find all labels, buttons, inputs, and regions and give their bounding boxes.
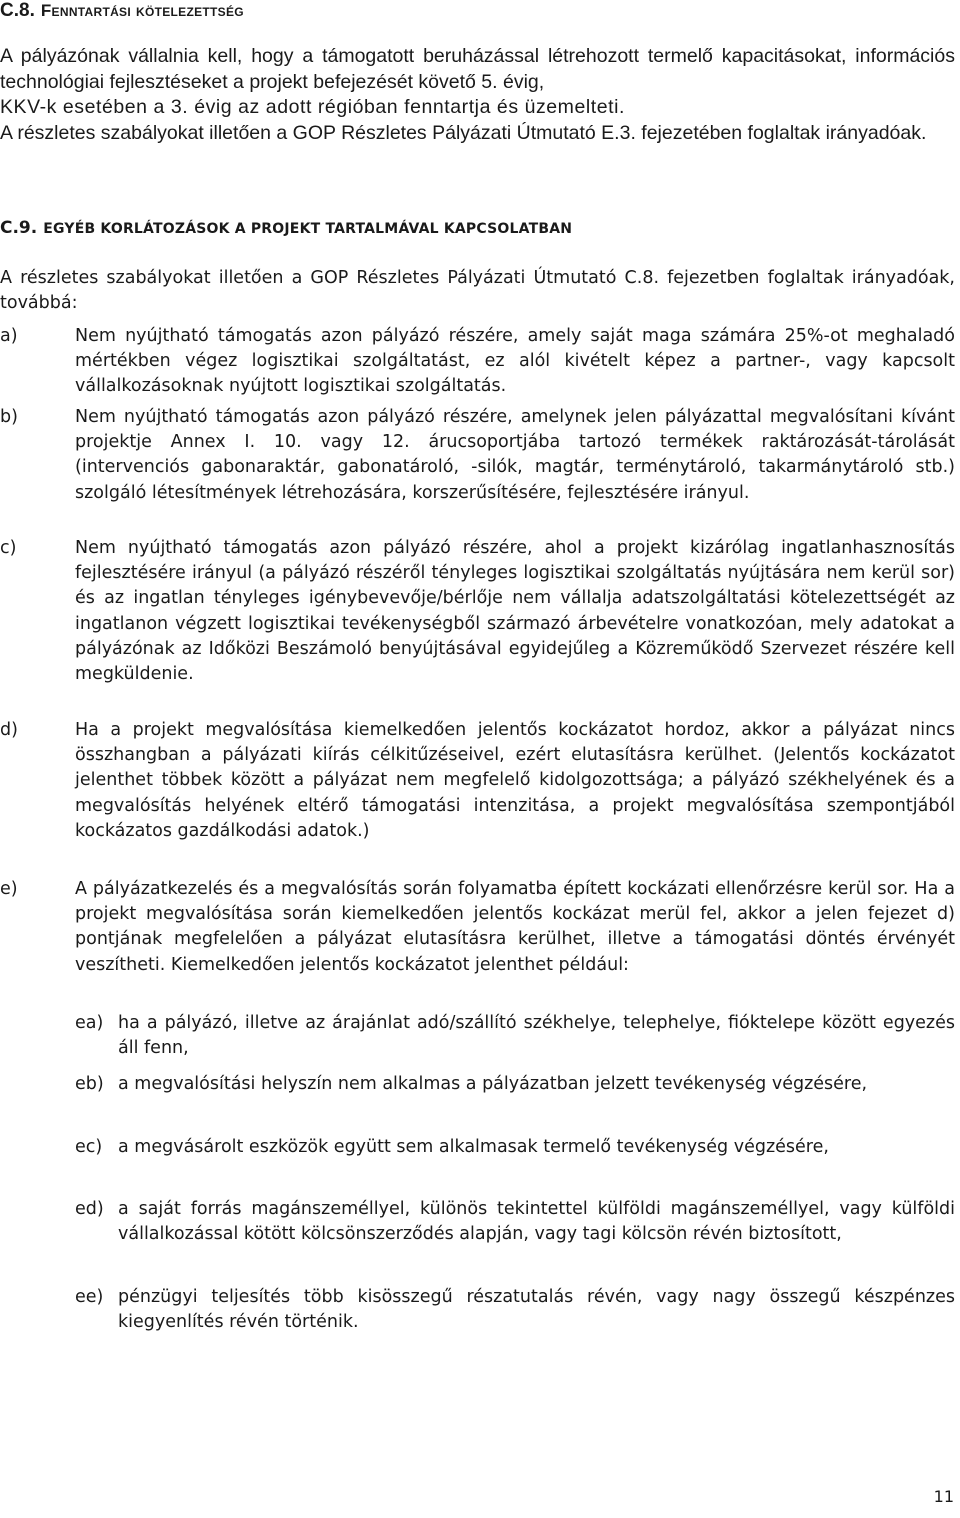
list-marker: d) xyxy=(0,720,18,740)
sub-list-text: a megvalósítási helyszín nem alkalmas a pályázatban jelzett tevékenység végzésére, xyxy=(118,1074,868,1094)
section-c8-paragraph xyxy=(0,44,955,146)
sub-list-marker: eb) xyxy=(75,1074,104,1094)
list-item xyxy=(0,877,955,978)
sub-list-text: a saját forrás magánszeméllyel, különös tekintettel külföldi magánszeméllyel, vagy külföldi vállalkozással kötött kölcsönszerződés alapján, vagy tagi kölcsön révén biztosított, xyxy=(118,1199,955,1245)
list-marker: b) xyxy=(0,407,18,427)
section-number: C.8. xyxy=(0,0,35,21)
sub-list-item xyxy=(0,1072,955,1097)
sub-list-text: ha a pályázó, illetve az árajánlat adó/szállító székhelye, telephelye, fióktelepe között egyezés áll fenn, xyxy=(118,1013,955,1059)
list-item xyxy=(0,536,955,687)
section-heading-c9 xyxy=(0,218,572,238)
list-text: Nem nyújtható támogatás azon pályázó részére, ahol a projekt kizárólag ingatlanhasznosítás fejlesztésére irányul (a pályázó részéről tényleges logisztikai szolgáltatás nyújtására nem kerül sor) és az ingatlan tényleges igénybevevője/bérlője nem vállalja adatszolgáltatási kötelezettségét az ingatlanon végzett logisztikai tevékenységből származó árbevételre vonatkozóan, mely adatokat a pályázónak az Időközi Beszámoló benyújtásával egyidejűleg a Közreműködő Szervezet részére kell megküldenie. xyxy=(75,538,955,685)
list-item xyxy=(0,718,955,844)
sub-list-marker: ed) xyxy=(75,1199,104,1219)
sub-list-marker: ea) xyxy=(75,1013,104,1033)
sub-list-item xyxy=(0,1011,955,1061)
list-text: Ha a projekt megvalósítása kiemelkedően jelentős kockázatot hordoz, akkor a pályázat nincs összhangban a pályázati kiírás célkitűzéseivel, ezért elutasításra kerülhet. (Jelentős kockázatot jelenthet többek között a pályázat nem megfelelő kidolgozottsága; a pályázó székhelyének és a megvalósítás helyének eltérő támogatási intenzitása, a projekt megvalósítása szempontjából kockázatos gazdálkodási adatok.) xyxy=(75,720,955,841)
list-text: Nem nyújtható támogatás azon pályázó részére, amelynek jelen pályázattal megvalósítani kívánt projektje Annex I. 10. vagy 12. árucsoportjába tartozó termékek raktározását-tárolását (intervenciós gabonaraktár, gabonatároló, -silók, magtár, terménytároló, takarmánytároló stb.) szolgáló létesítmények létrehozására, korszerűsítésére, fejlesztésére irányul. xyxy=(75,407,955,503)
paragraph-line: KKV-k esetében a 3. évig az adott régióban fenntartja és üzemelteti. xyxy=(0,96,625,118)
sub-list-item xyxy=(0,1285,955,1335)
list-item xyxy=(0,324,955,400)
section-number: C.9. xyxy=(0,218,38,238)
list-item xyxy=(0,405,955,506)
list-text: Nem nyújtható támogatás azon pályázó részére, amely saját maga számára 25%-ot meghaladó mértékben végez logisztikai szolgáltatást, ez alól kivételt képez a partner-, vagy kapcsolt vállalkozásoknak nyújtott logisztikai szolgáltatás. xyxy=(75,326,955,397)
paragraph-line: A pályázónak vállalnia kell, hogy a támogatott beruházással létrehozott termelő kapacitásokat, információs technológiai fejlesztéseket a projekt befejezését követő 5. évig, xyxy=(0,45,955,93)
sub-list-text: a megvásárolt eszközök együtt sem alkalmasak termelő tevékenység végzésére, xyxy=(118,1137,829,1157)
sub-list-text: pénzügyi teljesítés több kisösszegű részatutalás révén, vagy nagy összegű készpénzes kiegyenlítés révén történik. xyxy=(118,1287,955,1333)
list-text: A pályázatkezelés és a megvalósítás során folyamatba épített kockázati ellenőrzésre kerül sor. Ha a projekt megvalósítása során kiemelkedően jelentős kockázat merül fel, akkor a jelen fejezet d) pontjának megfelelően a pályázat elutasításra kerülhet, illetve a támogatási döntés érvényét veszítheti. Kiemelkedően jelentős kockázatot jelenthet például: xyxy=(75,879,955,975)
section-title: EGYÉB KORLÁTOZÁSOK A PROJEKT TARTALMÁVAL KAPCSOLATBAN xyxy=(43,221,573,237)
sub-list-item xyxy=(0,1197,955,1247)
list-marker: c) xyxy=(0,538,17,558)
sub-list-item xyxy=(0,1135,955,1160)
sub-list-marker: ee) xyxy=(75,1287,104,1307)
paragraph-line: A részletes szabályokat illetően a GOP Részletes Pályázati Útmutató E.3. fejezetében foglaltak irányadóak. xyxy=(0,121,927,144)
list-marker: a) xyxy=(0,326,18,346)
section-heading-c8 xyxy=(0,0,244,22)
sub-list-marker: ec) xyxy=(75,1137,103,1157)
section-c9-intro: A részletes szabályokat illetően a GOP Részletes Pályázati Útmutató C.8. fejezetben foglaltak irányadóak, továbbá: xyxy=(0,268,955,314)
list-marker: e) xyxy=(0,879,18,899)
page-number: 11 xyxy=(933,1487,954,1506)
section-title: Fenntartási kötelezettség xyxy=(40,1,244,20)
